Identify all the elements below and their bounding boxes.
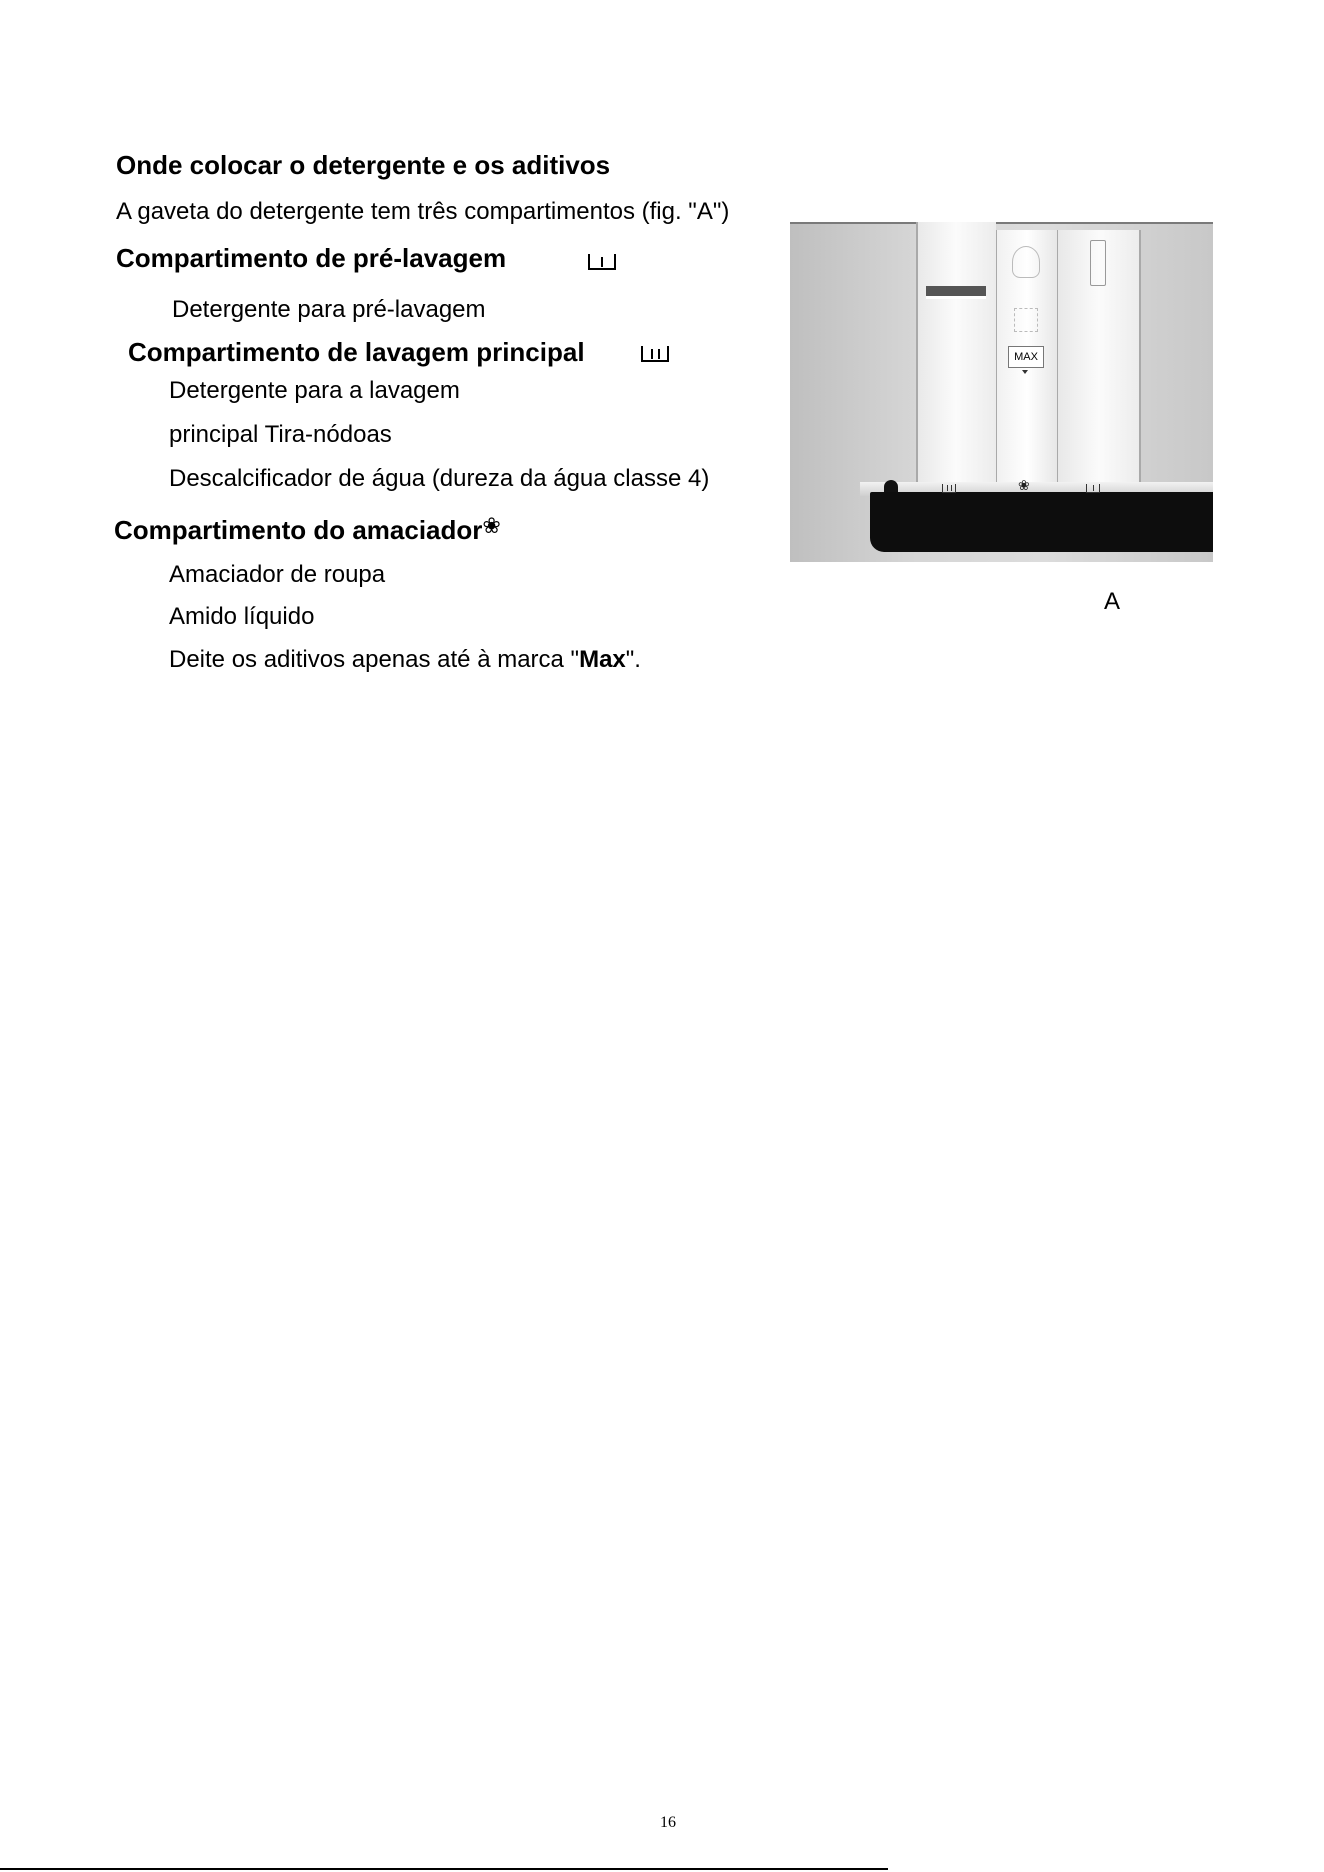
mainwash-item: Descalcificador de água (dureza da água classe 4) — [169, 465, 710, 492]
figure-caption: A — [1104, 588, 1121, 615]
max-note-bold: Max — [579, 646, 626, 673]
prewash-heading: Compartimento de pré-lavagem — [116, 243, 507, 273]
footer-rule — [0, 1868, 888, 1870]
page-number: 16 — [660, 1814, 676, 1831]
mainwash-item: Detergente para a lavagem — [169, 377, 460, 404]
prewash-compartment — [916, 222, 996, 484]
softener-heading — [114, 515, 501, 546]
drawer-front — [870, 492, 1213, 552]
mainwash-heading: Compartimento de lavagem principal — [128, 337, 585, 367]
prewash-compartment-icon — [588, 254, 616, 270]
intro-text: A gaveta do detergente tem três compartimentos (fig. "A") — [116, 198, 730, 225]
mainwash-compartment-icon — [641, 346, 669, 362]
max-note-after: ". — [625, 646, 641, 673]
max-note — [169, 646, 641, 674]
max-mark-label: MAX — [1008, 346, 1044, 368]
mainwash-item: principal Tira-nódoas — [169, 421, 392, 448]
max-arrow-icon — [1022, 370, 1028, 374]
softener-flower-icon: ❀ — [482, 514, 501, 539]
page-heading: Onde colocar o detergente e os aditivos — [116, 150, 611, 180]
softener-mini-flower-icon: ❀ — [1018, 478, 1030, 494]
softener-item: Amido líquido — [169, 603, 315, 630]
mainwash-mini-icon — [942, 484, 956, 493]
softener-title: Compartimento do amaciador — [114, 515, 483, 545]
prewash-item: Detergente para pré-lavagem — [172, 296, 486, 323]
prewash-mini-icon — [1086, 484, 1100, 493]
softener-item: Amaciador de roupa — [169, 561, 386, 588]
detergent-drawer-figure — [790, 222, 1213, 562]
max-note-before: Deite os aditivos apenas até à marca " — [169, 646, 580, 673]
